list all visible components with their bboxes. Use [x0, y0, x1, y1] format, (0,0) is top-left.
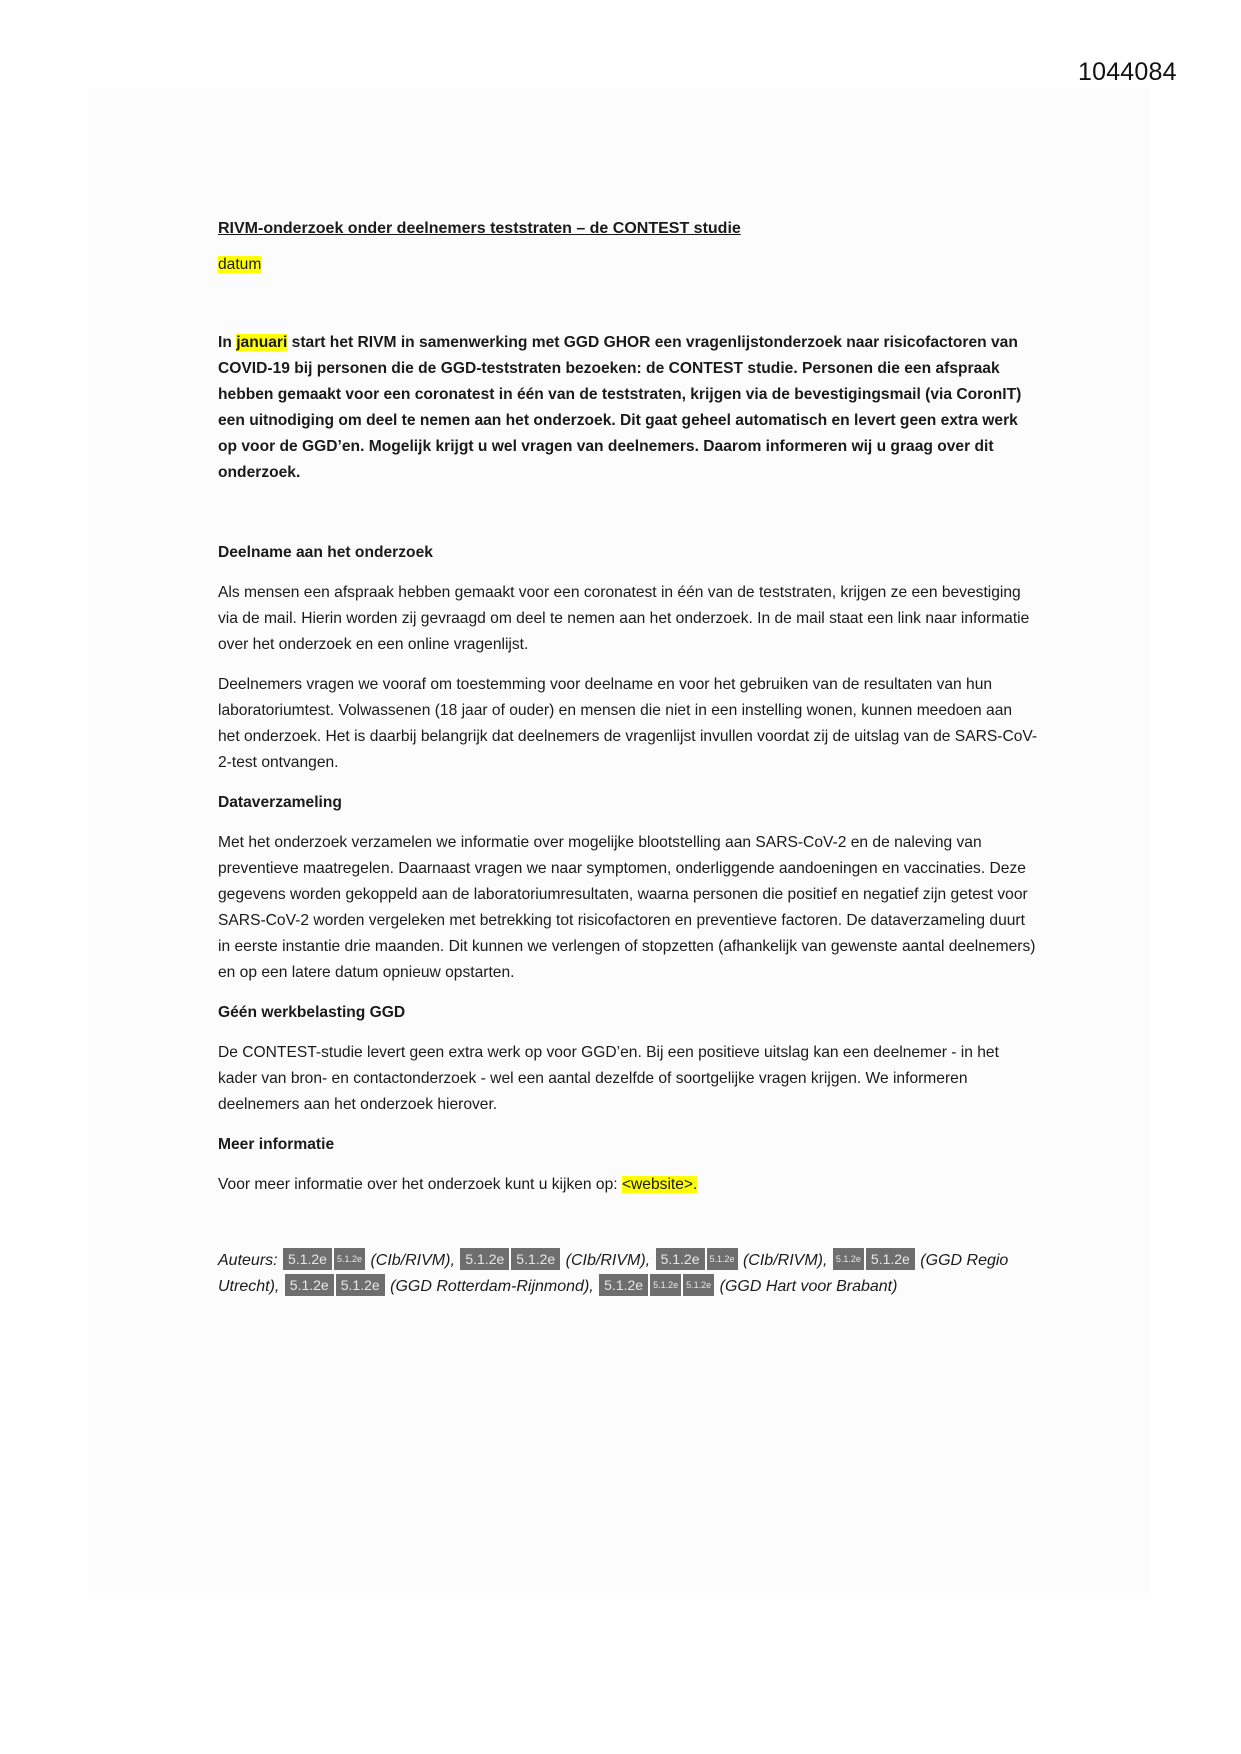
date-placeholder: datum: [218, 256, 262, 273]
redaction-box: 5.1.2e: [336, 1274, 385, 1296]
authors-line: [218, 1248, 1038, 1300]
month-highlight: januari: [236, 334, 288, 351]
werkbelasting-paragraph: De CONTEST-studie levert geen extra werk op voor GGD’en. Bij een positieve uitslag kan een deelnemer - in het kader van bron- en contactonderzoek - wel een aantal dezelfde of soortgelijke vragen krijgen. We informeren deelnemers aan het onderzoek hierover.: [218, 1044, 999, 1113]
document-id: 1044084: [1078, 58, 1177, 86]
redaction-box: 5.1.2e: [599, 1274, 648, 1296]
redaction-box: 5.1.2e: [683, 1274, 714, 1296]
document-title: RIVM-onderzoek onder deelnemers teststraten – de CONTEST studie: [218, 220, 741, 237]
author-affiliation: (CIb/RIVM),: [561, 1252, 655, 1269]
author-affiliation: (GGD Regio Utrecht),: [218, 1252, 1009, 1295]
section-heading-dataverzameling: Dataverzameling: [218, 794, 342, 811]
intro-text: start het RIVM in samenwerking met GGD GHOR een vragenlijstonderzoek naar risicofactoren van COVID-19 bij personen die de GGD-teststraten bezoeken: de CONTEST studie. Personen die een afspraak hebben gemaakt voor een coronatest in één van de teststraten, krijgen via de bevestigingsmail (via CoronIT) een uitnodiging om deel te nemen aan het onderzoek. Dit gaat geheel automatisch en levert geen extra werk op voor de GGD’en. Mogelijk krijgt u wel vragen van deelnemers. Daarom informeren wij u graag over dit onderzoek.: [218, 334, 1022, 481]
date-line: [218, 252, 1038, 278]
redaction-box: 5.1.2e: [511, 1248, 560, 1270]
author-affiliation: (GGD Rotterdam-Rijnmond),: [385, 1278, 599, 1295]
authors-label: Auteurs:: [218, 1252, 283, 1269]
meer-informatie-paragraph: [218, 1172, 1038, 1198]
author-affiliation: (CIb/RIVM),: [366, 1252, 460, 1269]
author-affiliation: (CIb/RIVM),: [738, 1252, 832, 1269]
redaction-box: 5.1.2e: [866, 1248, 915, 1270]
redaction-box: 5.1.2e: [707, 1248, 738, 1270]
intro-paragraph: [218, 330, 1038, 486]
deelname-paragraph-1: Als mensen een afspraak hebben gemaakt voor een coronatest in één van de teststraten, krijgen ze een bevestiging via de mail. Hierin worden zij gevraagd om deel te nemen aan het onderzoek. In de mail staat een link naar informatie over het onderzoek en een online vragenlijst.: [218, 584, 1030, 653]
redaction-box: 5.1.2e: [334, 1248, 365, 1270]
redaction-box: 5.1.2e: [656, 1248, 705, 1270]
author-affiliation: (GGD Hart voor Brabant): [715, 1278, 898, 1295]
deelname-paragraph-2: Deelnemers vragen we vooraf om toestemming voor deelname en voor het gebruiken van de resultaten van hun laboratoriumtest. Volwassenen (18 jaar of ouder) en mensen die niet in een instelling wonen, kunnen meedoen aan het onderzoek. Het is daarbij belangrijk dat deelnemers de vragenlijst invullen voordat zij de uitslag van de SARS-CoV-2-test ontvangen.: [218, 676, 1038, 771]
dataverzameling-paragraph: Met het onderzoek verzamelen we informatie over mogelijke blootstelling aan SARS-CoV-2 en de naleving van preventieve maatregelen. Daarnaast vragen we naar symptomen, onderliggende aandoeningen en vaccinaties. Deze gegevens worden gekoppeld aan de laboratoriumresultaten, waarna personen die positief en negatief zijn getest voor SARS-CoV-2 worden vergeleken met betrekking tot risicofactoren en preventieve factoren. De dataverzameling duurt in eerste instantie drie maanden. Dit kunnen we verlengen of stopzetten (afhankelijk van gewenste aantal deelnemers) en op een latere datum opnieuw opstarten.: [218, 834, 1036, 981]
intro-prefix: In: [218, 334, 237, 351]
redaction-box: 5.1.2e: [283, 1248, 332, 1270]
section-heading-deelname: Deelname aan het onderzoek: [218, 544, 433, 561]
website-placeholder-link[interactable]: <website>.: [621, 1176, 698, 1193]
redaction-box: 5.1.2e: [650, 1274, 681, 1296]
section-heading-werkbelasting: Géén werkbelasting GGD: [218, 1004, 406, 1021]
redaction-box: 5.1.2e: [460, 1248, 509, 1270]
document-body: [218, 216, 1038, 1316]
redaction-box: 5.1.2e: [833, 1248, 864, 1270]
redaction-box: 5.1.2e: [285, 1274, 334, 1296]
section-heading-meer-informatie: Meer informatie: [218, 1136, 335, 1153]
meer-informatie-text: Voor meer informatie over het onderzoek kunt u kijken op:: [218, 1176, 622, 1193]
